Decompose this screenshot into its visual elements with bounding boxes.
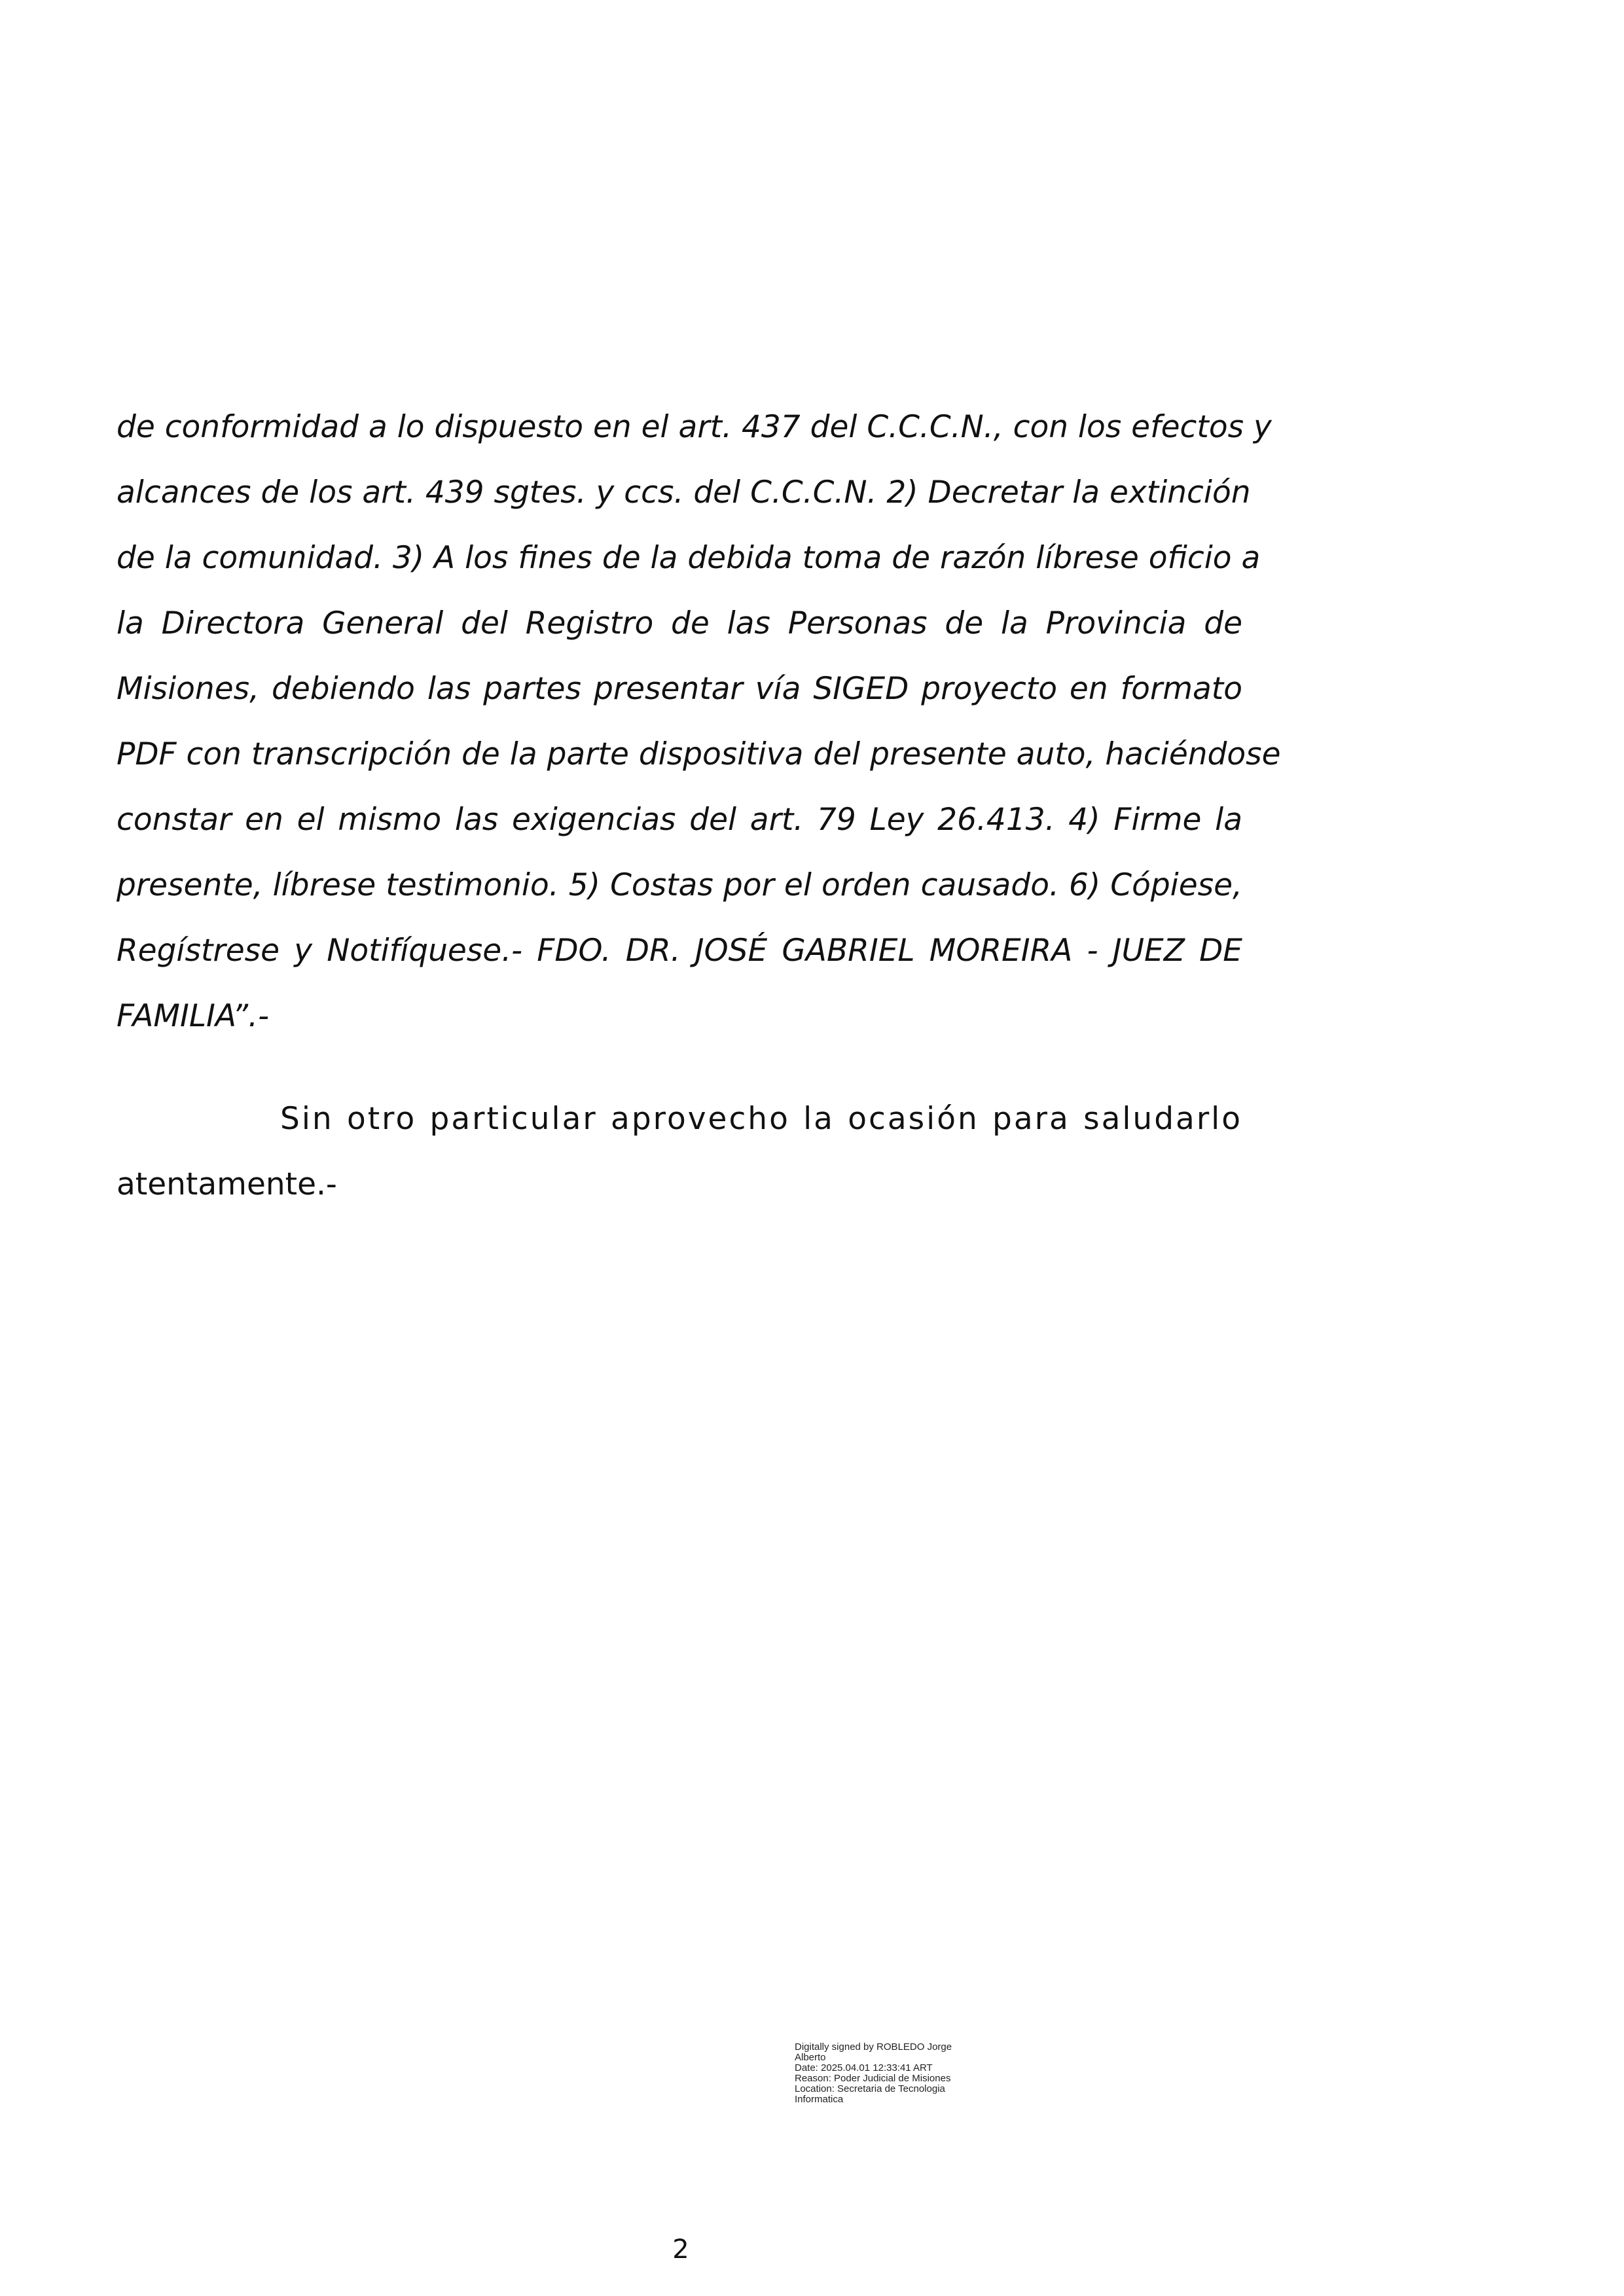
signature-line: Alberto bbox=[795, 2052, 826, 2063]
text-line: presente, líbrese testimonio. 5) Costas por el orden causado. 6) Cópiese, bbox=[117, 867, 1242, 903]
signature-line: Digitally signed by ROBLEDO Jorge bbox=[795, 2041, 952, 2053]
signature-line: Reason: Poder Judicial de Misiones bbox=[795, 2073, 951, 2084]
text-line: la Directora General del Registro de las Personas de la Provincia de bbox=[117, 605, 1242, 641]
signature-line: Informatica bbox=[795, 2094, 844, 2105]
closing-paragraph bbox=[117, 1086, 1242, 1217]
text-line: constar en el mismo las exigencias del art. 79 Ley 26.413. 4) Firme la bbox=[117, 802, 1242, 838]
signature-line: Date: 2025.04.01 12:33:41 ART bbox=[795, 2062, 933, 2073]
signature-line: Location: Secretaria de Tecnologia bbox=[795, 2083, 945, 2094]
closing-line: atentamente.- bbox=[117, 1166, 337, 1202]
text-line: de conformidad a lo dispuesto en el art. 437 del C.C.C.N., con los efectos y bbox=[117, 409, 1272, 445]
digital-signature-block bbox=[795, 2042, 1004, 2105]
text-line: Misiones, debiendo las partes presentar vía SIGED proyecto en formato bbox=[117, 671, 1242, 707]
text-line: FAMILIA”.- bbox=[117, 998, 270, 1034]
text-line: de la comunidad. 3) A los fines de la debida toma de razón líbrese oficio a bbox=[117, 540, 1261, 576]
resolution-text bbox=[117, 395, 1281, 1049]
page-number: 2 bbox=[672, 2234, 689, 2265]
text-line: alcances de los art. 439 sgtes. y ccs. del C.C.C.N. 2) Decretar la extinción bbox=[117, 475, 1251, 511]
text-line: Regístrese y Notifíquese.- FDO. DR. JOSÉ GABRIEL MOREIRA - JUEZ DE bbox=[117, 933, 1242, 969]
text-line: PDF con transcripción de la parte dispositiva del presente auto, haciéndose bbox=[117, 736, 1281, 772]
closing-line: Sin otro particular aprovecho la ocasión para saludarlo bbox=[280, 1101, 1242, 1137]
